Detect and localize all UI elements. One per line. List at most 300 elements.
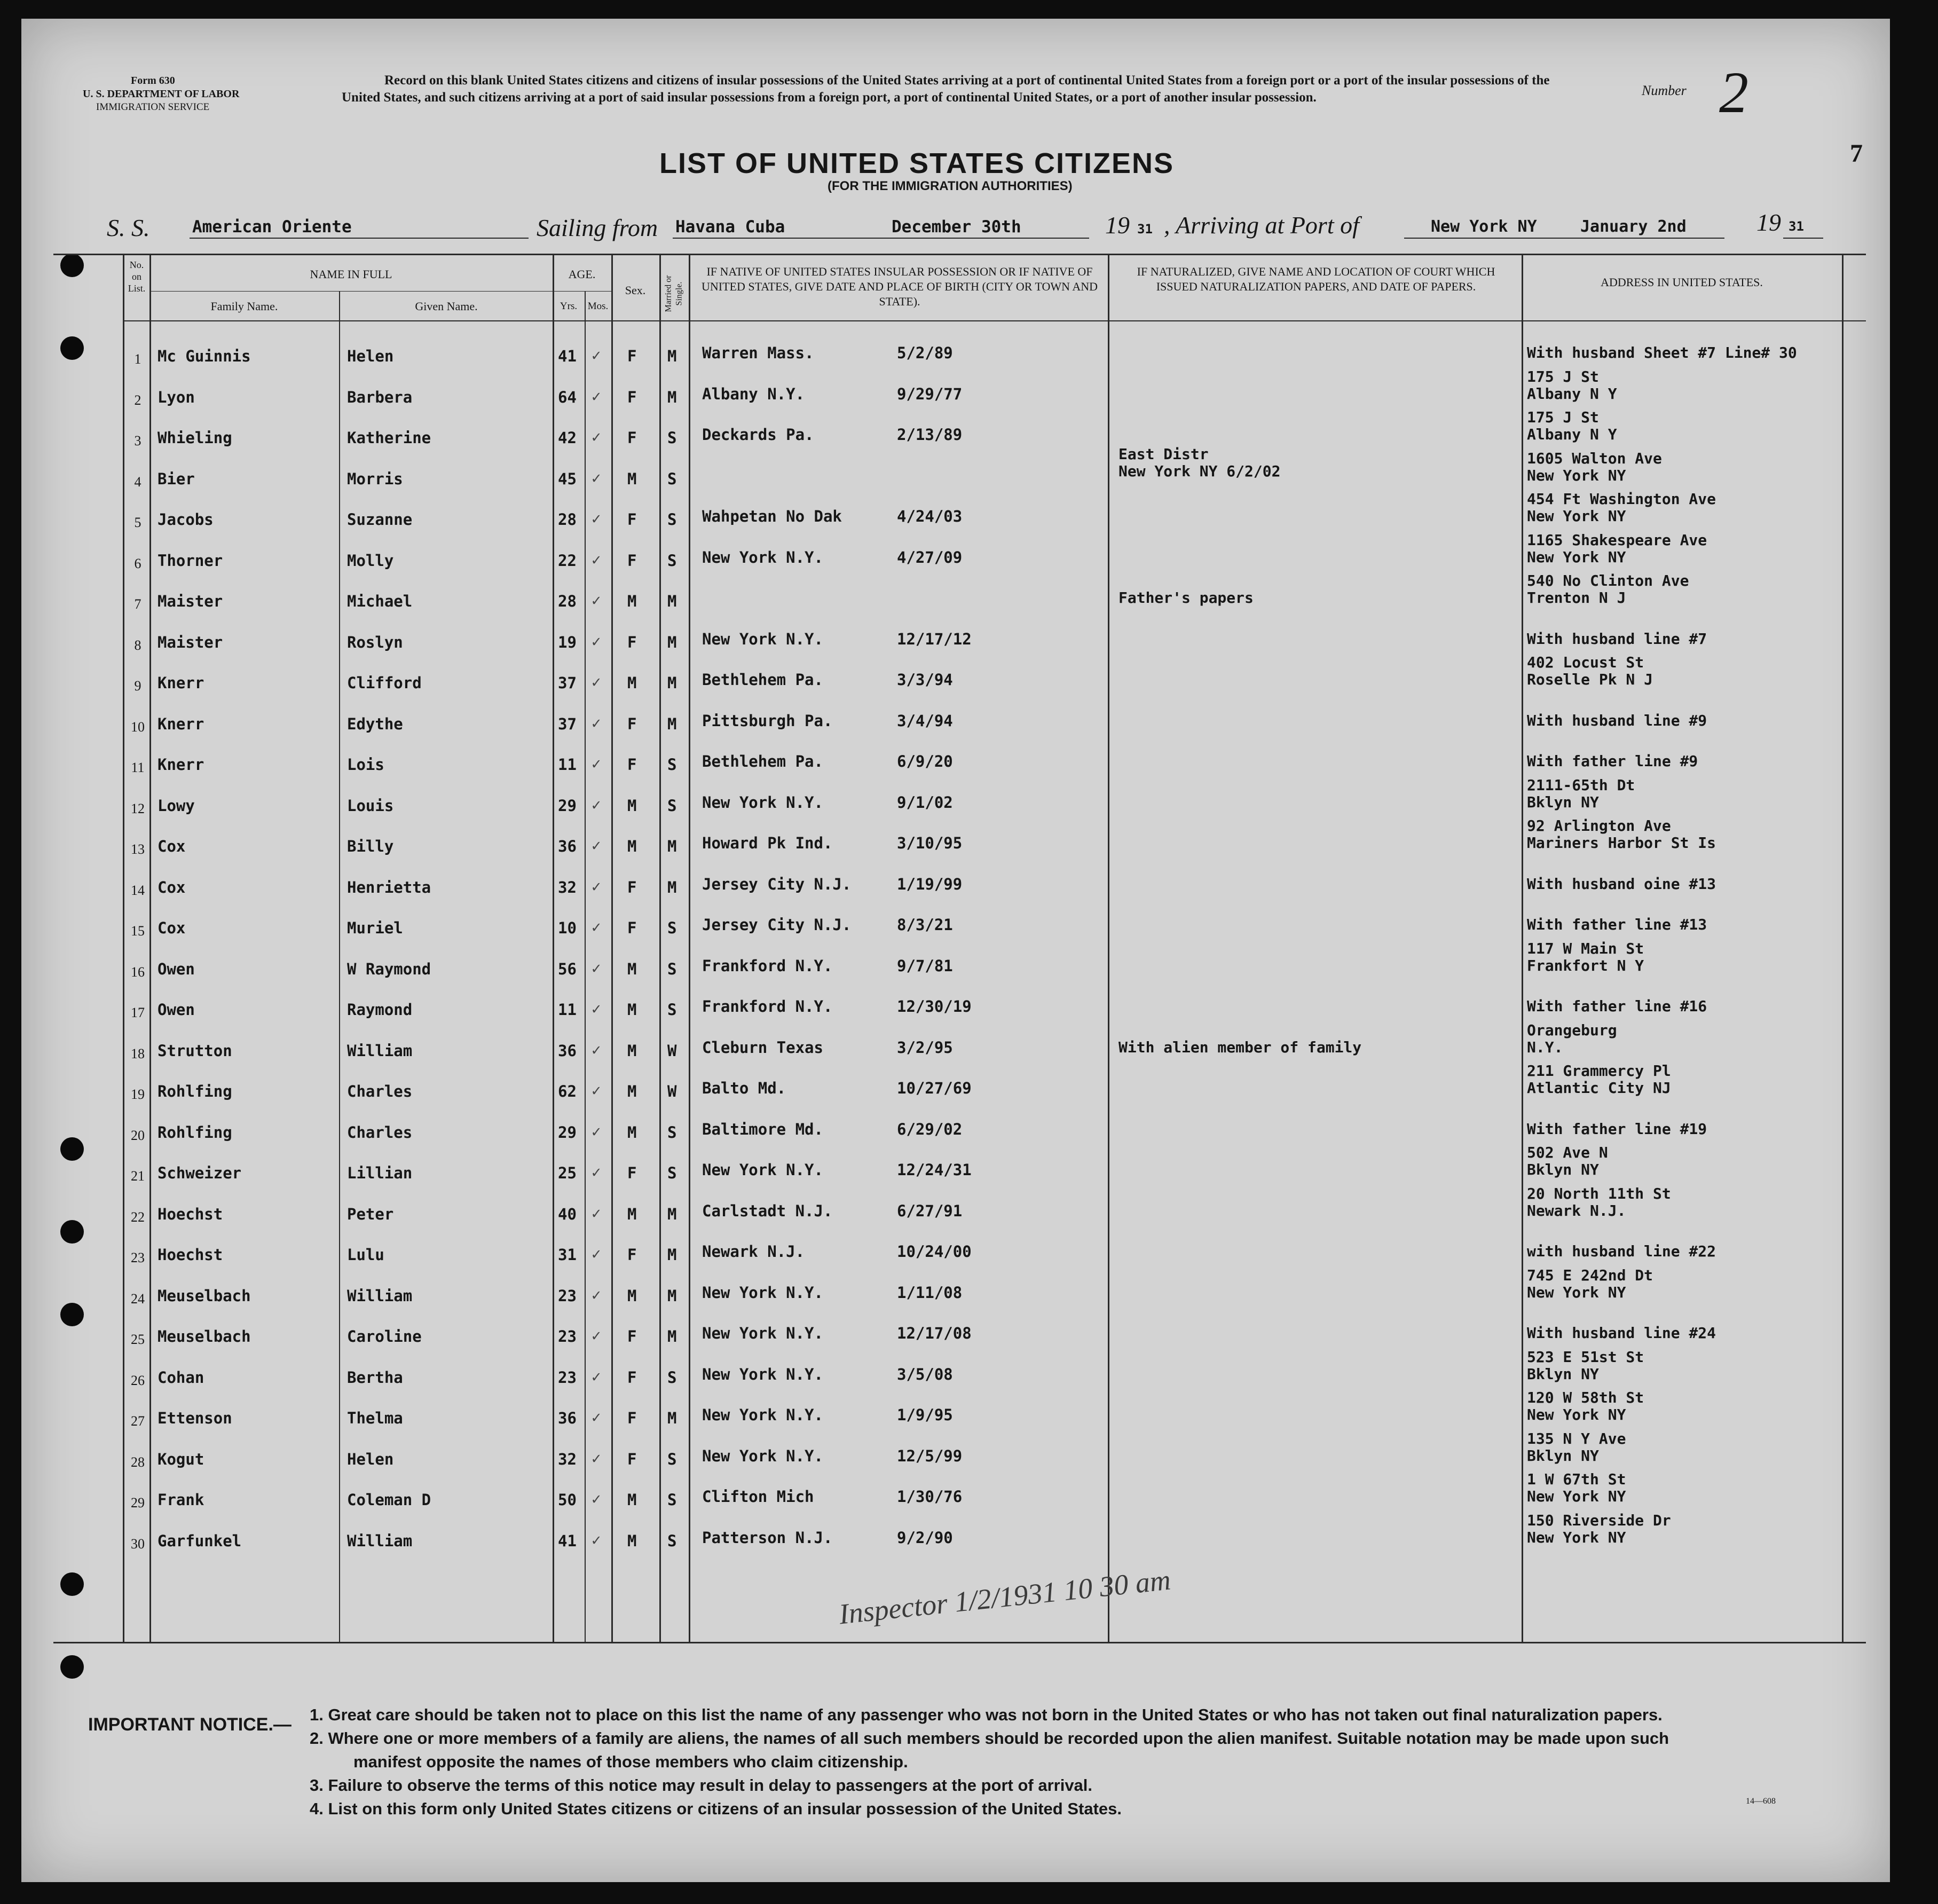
age-years: 23 [558,1327,577,1346]
sex: F [627,1327,637,1346]
check-mark-icon: ✓ [592,1490,601,1508]
address-line-1: With father line #16 [1527,997,1707,1015]
family-name: Knerr [157,714,204,733]
row-number: 16 [131,964,145,980]
birth-place: New York N.Y. [702,1283,823,1302]
sex: F [627,633,637,651]
header-naturalized: IF NATURALIZED, GIVE NAME AND LOCATION OF COURT WHICH ISSUED NATURALIZATION PAPERS, AND DATE OF PAPERS. [1137,265,1495,293]
marital-status: S [667,1123,677,1142]
punch-hole [60,336,84,360]
family-name: Owen [157,959,195,978]
family-name: Meuselbach [157,1286,251,1305]
address-line-1: 1 W 67th St [1527,1470,1626,1488]
header-given-name: Given Name. [415,300,478,313]
age-years: 10 [558,919,577,937]
number-value: 2 [1719,60,1748,125]
address-line-1: 1165 Shakespeare Ave [1527,531,1707,549]
marital-status: S [667,1001,677,1019]
address-line-1: 211 Grammercy Pl [1527,1062,1671,1080]
row-number: 14 [131,882,145,898]
address-line-1: with husband line #22 [1527,1242,1716,1260]
address-line-1: 117 W Main St [1527,939,1644,957]
row-number: 15 [131,923,145,939]
family-name: Hoechst [157,1246,223,1264]
address-line-1: 540 No Clinton Ave [1527,572,1689,589]
row-number: 13 [131,841,145,857]
check-mark-icon: ✓ [592,1245,601,1263]
sex: M [627,1001,637,1019]
birth-place: New York N.Y. [702,1406,823,1424]
arrival-port: New York NY [1431,217,1537,236]
notice-item-2: 2. Where one or more members of a family are aliens, the names of all such members should be recorded upon the alien manifest. Suitable notation may be made upon such [310,1729,1669,1748]
family-name: Ettenson [157,1409,232,1427]
header-name-in-full: NAME IN FULL [310,267,392,281]
sex: F [627,1368,637,1387]
given-name: W Raymond [347,959,431,978]
marital-status: M [667,592,677,610]
given-name: Roslyn [347,633,403,651]
marital-status: M [667,633,677,651]
check-mark-icon: ✓ [592,1408,601,1426]
age-years: 28 [558,592,577,610]
age-years: 56 [558,959,577,978]
age-years: 32 [558,878,577,896]
family-name: Strutton [157,1041,232,1060]
row-number: 23 [131,1250,145,1265]
birth-place: Warren Mass. [702,344,814,362]
row-number: 3 [134,433,141,449]
address-line-1: With husband oine #13 [1527,875,1716,893]
birth-date: 6/29/02 [897,1120,963,1138]
sex: M [627,959,637,978]
address-line-1: 120 W 58th St [1527,1389,1644,1406]
naturalization-court: East Distr New York NY 6/2/02 [1118,445,1281,480]
sex: F [627,1450,637,1468]
departure-date: December 30th [892,217,1021,237]
birth-date: 1/30/76 [897,1488,963,1506]
sex: F [627,388,637,406]
marital-status: S [667,429,677,447]
address-line-1: With father line #9 [1527,752,1698,770]
birth-place: Baltimore Md. [702,1120,823,1138]
check-mark-icon: ✓ [592,836,601,854]
birth-date: 6/27/91 [897,1201,963,1220]
check-mark-icon: ✓ [592,1326,601,1344]
sex: M [627,1286,637,1305]
sex: F [627,347,637,365]
service: IMMIGRATION SERVICE [96,101,210,113]
check-mark-icon: ✓ [592,387,601,405]
sex: F [627,510,637,529]
birth-date: 12/30/19 [897,997,972,1016]
check-mark-icon: ✓ [592,591,601,609]
address-line-1: 20 North 11th St [1527,1184,1671,1202]
marital-status: S [667,510,677,529]
sex: M [627,674,637,692]
marital-status: S [667,1531,677,1550]
address-line-1: 135 N Y Ave [1527,1429,1626,1447]
family-name: Knerr [157,674,204,692]
corner-mark: 7 [1850,139,1863,168]
sex: F [627,1164,637,1182]
marital-status: M [667,388,677,406]
marital-status: M [667,674,677,692]
address-line-2: New York NY [1527,548,1626,566]
row-number: 9 [134,678,141,694]
check-mark-icon: ✓ [592,713,601,732]
header-birth: IF NATIVE OF UNITED STATES INSULAR POSSESSION OR IF NATIVE OF UNITED STATES, GIVE DATE AND PLACE OF BIRTH (CITY OR TOWN AND STATE). [701,265,1098,308]
address-line-2: Atlantic City NJ [1527,1079,1671,1097]
row-number: 1 [134,351,141,367]
given-name: Coleman D [347,1491,431,1509]
manifest-sheet [21,19,1890,1882]
family-name: Cohan [157,1368,204,1387]
address-line-2: Bklyn NY [1527,1161,1599,1178]
family-name: Owen [157,1001,195,1019]
age-years: 64 [558,388,577,406]
family-name: Bier [157,469,195,488]
address-line-2: New York NY [1527,507,1626,525]
family-name: Jacobs [157,510,214,529]
check-mark-icon: ✓ [592,468,601,487]
sex: F [627,1246,637,1264]
birth-place: New York N.Y. [702,1365,823,1383]
punch-hole [60,1572,84,1596]
age-years: 62 [558,1082,577,1100]
row-number: 28 [131,1454,145,1470]
row-number: 7 [134,596,141,612]
row-number: 5 [134,515,141,530]
address-line-2: Albany N Y [1527,384,1617,403]
birth-place: Bethlehem Pa. [702,752,823,770]
birth-date: 10/24/00 [897,1242,972,1261]
address-line-1: 175 J St [1527,367,1599,385]
row-number: 20 [131,1127,145,1143]
birth-place: Frankford N.Y. [702,997,833,1016]
given-name: William [347,1531,413,1550]
age-years: 19 [558,633,577,651]
header-yrs: Yrs. [560,301,578,312]
header-no: No. on List. [128,259,146,294]
page-title: LIST OF UNITED STATES CITIZENS [659,147,1174,179]
age-years: 41 [558,1531,577,1550]
birth-place: Wahpetan No Dak [702,507,842,525]
birth-date: 9/2/90 [897,1528,953,1547]
age-years: 23 [558,1368,577,1387]
birth-place: Newark N.J. [702,1242,805,1261]
marital-status: S [667,1164,677,1182]
row-number: 8 [134,637,141,653]
given-name: Edythe [347,714,403,733]
birth-date: 2/13/89 [897,426,963,444]
punch-hole [60,1655,84,1679]
check-mark-icon: ✓ [592,346,601,364]
header-sex: Sex. [625,284,646,297]
punch-hole [60,1303,84,1326]
address-line-2: New York NY [1527,1528,1626,1546]
sex: M [627,837,637,855]
number-label: Number [1642,83,1687,98]
marital-status: M [667,1286,677,1305]
check-mark-icon: ✓ [592,1449,601,1467]
department: U. S. DEPARTMENT OF LABOR [83,88,240,100]
address-line-2: Bklyn NY [1527,1446,1599,1465]
row-number: 6 [134,555,141,571]
marital-status: S [667,756,677,774]
naturalization-note: With alien member of family [1118,1038,1362,1056]
family-name: Hoechst [157,1205,223,1223]
family-name: Cox [157,878,186,896]
address-line-2: New York NY [1527,466,1626,484]
check-mark-icon: ✓ [592,428,601,446]
birth-place: Jersey City N.J. [702,916,852,934]
sex: F [627,878,637,896]
row-number: 29 [131,1495,145,1510]
notice-heading: IMPORTANT NOTICE.— [88,1714,292,1735]
address-line-2: New York NY [1527,1488,1626,1505]
marital-status: M [667,714,677,733]
address-line-1: 402 Locust St [1527,654,1644,671]
marital-status: M [667,1409,677,1427]
sex: M [627,1123,637,1142]
birth-place: Howard Pk Ind. [702,834,833,852]
row-number: 12 [131,800,145,816]
address-line-2: New York NY [1527,1406,1626,1423]
address-line-1: 92 Arlington Ave [1527,817,1671,835]
check-mark-icon: ✓ [592,632,601,650]
family-name: Lowy [157,796,195,815]
birth-date: 9/1/02 [897,793,953,812]
birth-place: Clifton Mich [702,1488,814,1506]
age-years: 28 [558,510,577,529]
address-line-2: N.Y. [1527,1038,1563,1056]
given-name: Raymond [347,1001,413,1019]
row-number: 2 [134,392,141,408]
birth-date: 6/9/20 [897,752,953,770]
birth-date: 8/3/21 [897,916,953,934]
marital-status: S [667,551,677,570]
marital-status: S [667,1450,677,1468]
sex: F [627,714,637,733]
age-years: 36 [558,1409,577,1427]
address-line-1: 150 Riverside Dr [1527,1511,1671,1529]
address-line-1: 502 Ave N [1527,1144,1608,1161]
birth-date: 12/5/99 [897,1446,963,1465]
family-name: Whieling [157,429,232,447]
address-line-1: 745 E 242nd Dt [1527,1266,1653,1284]
age-years: 11 [558,756,577,774]
given-name: Lillian [347,1164,413,1182]
birth-date: 12/24/31 [897,1161,972,1179]
address-line-1: 523 E 51st St [1527,1348,1644,1366]
punch-hole [60,1220,84,1244]
age-years: 32 [558,1450,577,1468]
birth-place: Pittsburgh Pa. [702,711,833,730]
age-years: 11 [558,1001,577,1019]
sex: F [627,429,637,447]
birth-date: 9/29/77 [897,384,963,403]
birth-place: Patterson N.J. [702,1528,833,1547]
given-name: Thelma [347,1409,403,1427]
given-name: Muriel [347,919,403,937]
row-number: 11 [131,760,145,775]
given-name: Henrietta [347,878,431,896]
check-mark-icon: ✓ [592,673,601,691]
check-mark-icon: ✓ [592,918,601,936]
address-line-1: With husband line #7 [1527,630,1707,648]
arrival-year: 31 [1789,219,1804,234]
sex: M [627,796,637,815]
birth-date: 5/2/89 [897,344,953,362]
given-name: Clifford [347,674,422,692]
given-name: Barbera [347,388,413,406]
check-mark-icon: ✓ [592,1367,601,1386]
row-number: 10 [131,719,145,735]
marital-status: W [667,1082,677,1100]
given-name: William [347,1041,413,1060]
header-age: AGE. [568,267,596,281]
given-name: Suzanne [347,510,413,529]
sex: M [627,1041,637,1060]
family-name: Maister [157,633,223,651]
address-line-1: 2111-65th Dt [1527,776,1635,794]
header-married: Married or Single. [664,275,684,312]
birth-place: New York N.Y. [702,1324,823,1342]
age-years: 42 [558,429,577,447]
age-years: 40 [558,1205,577,1223]
age-years: 22 [558,551,577,570]
family-name: Cox [157,919,186,937]
given-name: Michael [347,592,413,610]
age-years: 41 [558,347,577,365]
given-name: Lulu [347,1246,384,1264]
row-number: 17 [131,1005,145,1020]
notice-item-2b: manifest opposite the names of those members who claim citizenship. [353,1752,908,1771]
address-line-2: Frankfort N Y [1527,956,1644,974]
birth-date: 3/10/95 [897,834,963,852]
row-number: 22 [131,1209,145,1225]
birth-date: 9/7/81 [897,956,953,975]
given-name: Helen [347,347,394,365]
page-subtitle: (FOR THE IMMIGRATION AUTHORITIES) [828,179,1073,193]
header-mos: Mos. [587,301,609,312]
birth-place: Balto Md. [702,1079,786,1097]
birth-date: 3/4/94 [897,711,953,730]
age-years: 25 [558,1164,577,1182]
departure-port: Havana Cuba [675,217,785,237]
address-line-2: Bklyn NY [1527,793,1599,811]
marital-status: S [667,1368,677,1387]
given-name: Charles [347,1082,413,1100]
check-mark-icon: ✓ [592,1530,601,1549]
marital-status: S [667,1491,677,1509]
sex: F [627,919,637,937]
address-line-1: With father line #19 [1527,1120,1707,1138]
address-line-2: Roselle Pk N J [1527,671,1653,688]
sex: M [627,592,637,610]
address-line-1: With husband Sheet #7 Line# 30 [1527,344,1797,361]
arrival-date: January 2nd [1580,217,1687,236]
address-line-1: With father line #13 [1527,916,1707,933]
birth-place: Frankford N.Y. [702,956,833,975]
birth-date: 10/27/69 [897,1079,972,1097]
marital-status: M [667,1327,677,1346]
age-years: 36 [558,1041,577,1060]
check-mark-icon: ✓ [592,1040,601,1059]
given-name: Billy [347,837,394,855]
sex: M [627,1491,637,1509]
address-line-2: Albany N Y [1527,426,1617,443]
row-number: 30 [131,1536,145,1552]
sex: F [627,1409,637,1427]
arrival-year-prefix: 19 [1756,209,1781,236]
birth-place: Cleburn Texas [702,1038,823,1057]
address-line-1: 1605 Walton Ave [1527,449,1662,467]
sex: M [627,1205,637,1223]
birth-date: 4/24/03 [897,507,963,525]
address-line-2: Trenton N J [1527,589,1626,607]
form-number: Form 630 [131,75,175,86]
row-number: 19 [131,1087,145,1102]
given-name: Morris [347,469,403,488]
header-family-name: Family Name. [210,300,278,313]
address-line-1: 175 J St [1527,408,1599,426]
given-name: Lois [347,756,384,774]
check-mark-icon: ✓ [592,550,601,569]
given-name: Helen [347,1450,394,1468]
sailing-from-label: Sailing from [537,214,658,241]
naturalization-note: Father's papers [1118,589,1254,607]
family-name: Maister [157,592,223,610]
sex: F [627,551,637,570]
print-code: 14—608 [1746,1797,1776,1806]
given-name: Louis [347,796,394,815]
departure-year-prefix: 19 [1105,211,1130,239]
notice-item-3: 3. Failure to observe the terms of this notice may result in delay to passengers at the port of arrival. [310,1776,1093,1795]
birth-place: Deckards Pa. [702,426,814,444]
marital-status: W [667,1041,677,1060]
row-number: 21 [131,1168,145,1184]
family-name: Meuselbach [157,1327,251,1346]
address-line-1: Orangeburg [1527,1021,1617,1039]
inspector-stamp: Inspector 1/2/1931 10 30 am [837,1563,1172,1631]
punch-hole [60,1137,84,1161]
family-name: Mc Guinnis [157,347,251,365]
birth-place: New York N.Y. [702,793,823,812]
age-years: 45 [558,469,577,488]
address-line-1: 454 Ft Washington Ave [1527,490,1716,508]
form-instructions: Record on this blank United States citizens and citizens of insular possessions of the United States arriving at a port of continental United States from a foreign port or a port of the insular possessions of the United States, and such citizens arriving at a port of said insular possessions from a foreign port, a port of continental United States, or a port of another insular possession. [342,73,1550,105]
marital-status: S [667,469,677,488]
notice-item-4: 4. List on this form only United States citizens or citizens of an insular possession of the United States. [310,1799,1122,1818]
birth-place: Albany N.Y. [702,384,805,403]
birth-date: 3/5/08 [897,1365,953,1383]
check-mark-icon: ✓ [592,1163,601,1181]
check-mark-icon: ✓ [592,877,601,895]
birth-place: Carlstadt N.J. [702,1201,833,1220]
given-name: Charles [347,1123,413,1142]
age-years: 23 [558,1286,577,1305]
header-address: ADDRESS IN UNITED STATES. [1601,276,1763,289]
check-mark-icon: ✓ [592,1081,601,1099]
row-number: 18 [131,1045,145,1061]
marital-status: M [667,347,677,365]
birth-place: New York N.Y. [702,548,823,567]
check-mark-icon: ✓ [592,958,601,977]
birth-place: Jersey City N.J. [702,875,852,893]
marital-status: M [667,837,677,855]
ship-name: American Oriente [192,217,352,237]
